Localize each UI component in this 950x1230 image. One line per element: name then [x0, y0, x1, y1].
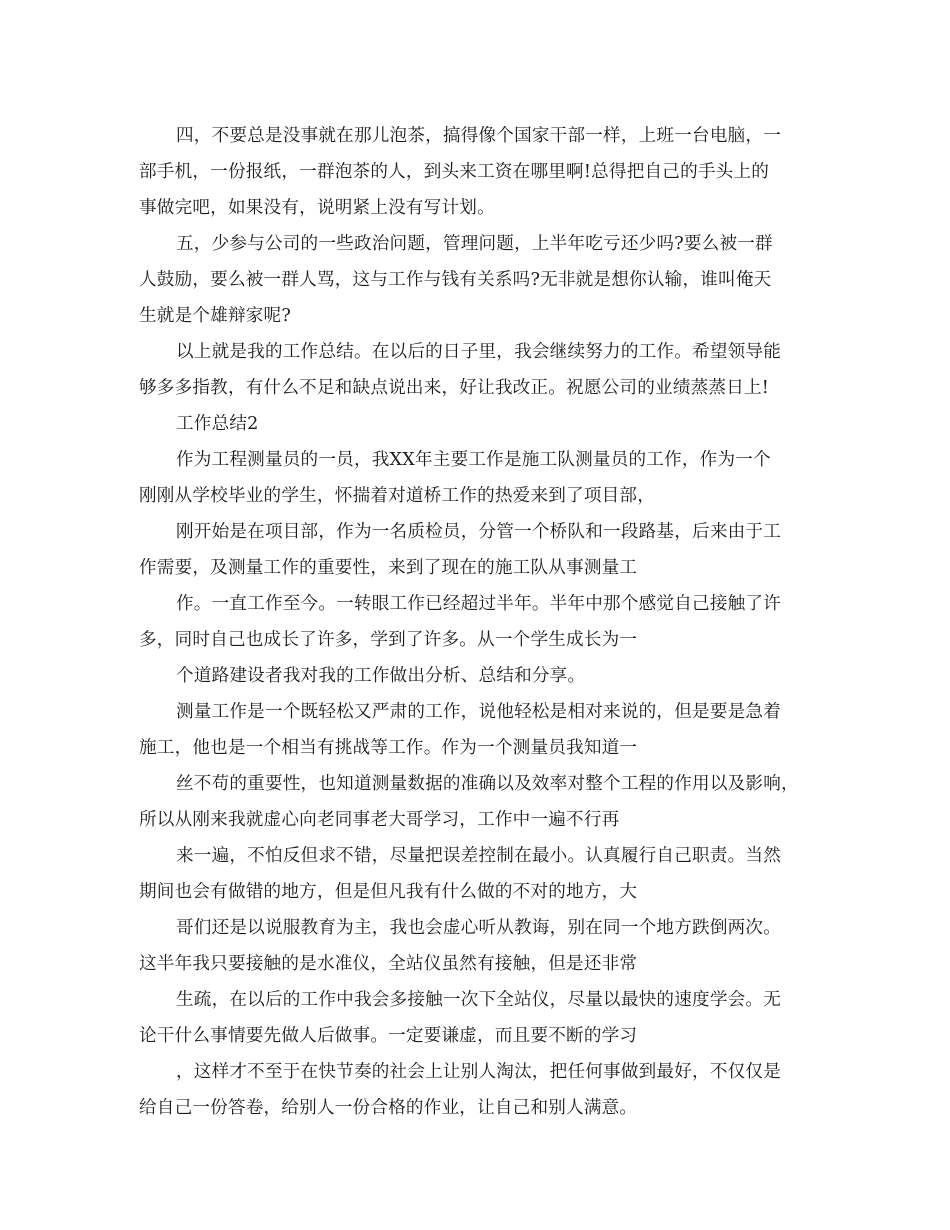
- text-line: 来一遍，不怕反但求不错，尽量把误差控制在最小。认真履行自己职责。当然: [176, 846, 781, 866]
- text-line: 施工，他也是一个相当有挑战等工作。作为一个测量员我知道一: [139, 738, 638, 758]
- text-line: 事做完吧，如果没有，说明紧上没有写计划。: [139, 198, 495, 218]
- section-heading: 工作总结2: [176, 414, 259, 434]
- text-line: 论干什么事情要先做人后做事。一定要谦虚，而且要不断的学习: [139, 1026, 638, 1046]
- text-line: 以上就是我的工作总结。在以后的日子里，我会继续努力的工作。希望领导能: [176, 342, 781, 362]
- text-line: 多，同时自己也成长了许多，学到了许多。从一个学生成长为一: [139, 630, 638, 650]
- text-line: 测量工作是一个既轻松又严肃的工作，说他轻松是相对来说的，但是要是急着: [176, 702, 781, 722]
- text-line: 够多多指教，有什么不足和缺点说出来，好让我改正。祝愿公司的业绩蒸蒸日上!: [139, 378, 770, 398]
- text-line: ，这样才不至于在快节奏的社会上让别人淘汰，把任何事做到最好，不仅仅是: [176, 1062, 781, 1082]
- document-body: [139, 118, 819, 1126]
- text-line: 刚刚从学校毕业的学生，怀揣着对道桥工作的热爱来到了项目部，: [139, 486, 656, 506]
- text-line: 人鼓励，要么被一群人骂，这与工作与钱有关系吗?无非就是想你认输，谁叫俺天: [139, 270, 772, 290]
- text-line: 部手机，一份报纸，一群泡茶的人，到头来工资在哪里啊!总得把自己的手头上的: [139, 162, 770, 182]
- text-line: 丝不苟的重要性，也知道测量数据的准确以及效率对整个工程的作用以及影响，: [176, 774, 799, 794]
- text-line: 刚开始是在项目部，作为一名质检员，分管一个桥队和一段路基，后来由于工: [176, 522, 781, 542]
- text-line: 生就是个雄辩家呢?: [139, 306, 291, 326]
- text-line: 这半年我只要接触的是水准仪，全站仪虽然有接触，但是还非常: [139, 954, 638, 974]
- text-line: 给自己一份答卷，给别人一份合格的作业，让自己和别人满意。: [139, 1098, 638, 1118]
- text-line: 哥们还是以说服教育为主，我也会虚心听从教诲，别在同一个地方跌倒两次。: [176, 918, 781, 938]
- text-line: 个道路建设者我对我的工作做出分析、总结和分享。: [176, 666, 586, 686]
- text-line: 作为工程测量员的一员，我XX年主要工作是施工队测量员的工作，作为一个: [176, 450, 771, 470]
- text-line: 所以从刚来我就虚心向老同事老大哥学习，工作中一遍不行再: [139, 810, 620, 830]
- text-line: 期间也会有做错的地方，但是但凡我有什么做的不对的地方，大: [139, 882, 638, 902]
- text-line: 四，不要总是没事就在那儿泡茶，搞得像个国家干部一样，上班一台电脑，一: [176, 126, 781, 146]
- text-line: 作。一直工作至今。一转眼工作已经超过半年。半年中那个感觉自己接触了许: [176, 594, 781, 614]
- text-line: 五，少参与公司的一些政治问题，管理问题，上半年吃亏还少吗?要么被一群: [176, 234, 773, 254]
- text-line: 生疏，在以后的工作中我会多接触一次下全站仪，尽量以最快的速度学会。无: [176, 990, 781, 1010]
- text-line: 作需要，及测量工作的重要性，来到了现在的施工队从事测量工: [139, 558, 638, 578]
